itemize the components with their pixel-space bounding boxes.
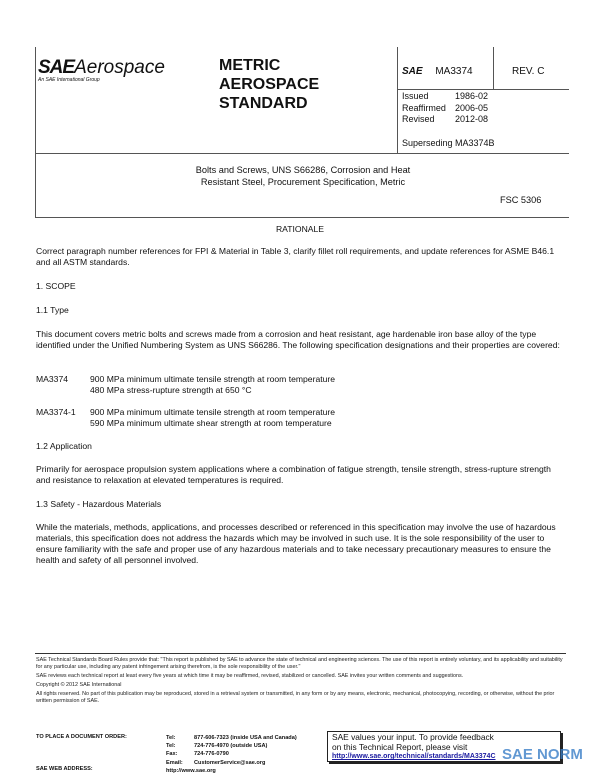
- rationale-heading: RATIONALE: [275, 224, 325, 234]
- logo-sae: SAE: [38, 57, 75, 78]
- revision: REV. C: [512, 66, 545, 77]
- document-type: [219, 56, 319, 113]
- sae-mark: SAE: [402, 66, 423, 77]
- designation-line: 900 MPa minimum ultimate tensile strength at room temperature: [90, 407, 336, 417]
- designation-line: 900 MPa minimum ultimate tensile strength at room temperature: [90, 374, 336, 384]
- date-label: Revised: [402, 114, 435, 124]
- designation-code: MA3374: [36, 374, 69, 384]
- designation: [36, 407, 335, 429]
- logo-aerospace: Aerospace: [74, 57, 165, 78]
- web-link[interactable]: http://www.sae.org: [166, 767, 216, 774]
- date-table: [402, 91, 488, 126]
- type-text: This document covers metric bolts and screws made from a corrosion and heat resistant, age hardenable iron base alloy of the type identified under the Unified Numbering System as UNS S66286. The following specification designations and their properties are covered:: [36, 329, 560, 350]
- copyright: Copyright © 2012 SAE International: [36, 682, 122, 688]
- title-line: Resistant Steel, Procurement Specification, Metric: [200, 177, 406, 187]
- watermark-logo: SAE NORM: [502, 746, 583, 763]
- superseding: Superseding MA3374B: [402, 138, 495, 148]
- doc-type-line: METRIC: [219, 57, 281, 74]
- doc-number: MA3374: [435, 66, 473, 77]
- contact-key: Email:: [166, 759, 183, 766]
- contact-value: 724-776-0790: [194, 751, 229, 758]
- order-label: TO PLACE A DOCUMENT ORDER:: [36, 734, 127, 740]
- sae-aerospace-logo: [38, 57, 165, 83]
- contact-key: Fax:: [166, 751, 178, 758]
- date-label: Issued: [402, 91, 429, 101]
- footer-paragraph: All rights reserved. No part of this publication may be reproduced, stored in a retrieval system or transmitted, in any form or by any means, electronic, mechanical, photocopying, recording, or otherwise, without the prior written permission of SAE.: [36, 691, 555, 704]
- contact-key: Tel:: [166, 743, 176, 750]
- feedback-link[interactable]: http://www.sae.org/technical/standards/MA3374C: [332, 753, 496, 761]
- date-value: 2012-08: [455, 114, 489, 124]
- logo-subtitle: An SAE International Group: [38, 77, 100, 83]
- title-line: Bolts and Screws, UNS S66286, Corrosion and Heat: [195, 165, 411, 175]
- web-label: SAE WEB ADDRESS:: [36, 766, 93, 772]
- designation: [36, 374, 335, 396]
- contact-list: [166, 734, 297, 775]
- rationale-text: Correct paragraph number references for FPI & Material in Table 3, clarify fillet roll requirements, and update references for ASME B46.1 and all ASTM standards.: [36, 246, 555, 267]
- application-text: Primarily for aerospace propulsion system applications where a combination of fatigue strength, tensile strength, stress-rupture strength and resistance to relaxation at elevated temperatures is required.: [36, 464, 551, 485]
- feedback-text: SAE values your input. To provide feedback: [332, 732, 494, 742]
- contact-value: 877-606-7323 (inside USA and Canada): [194, 735, 297, 741]
- designation-line: 590 MPa minimum ultimate shear strength at room temperature: [90, 418, 332, 428]
- section-heading: 1. SCOPE: [36, 281, 76, 291]
- section-heading: 1.1 Type: [36, 305, 69, 315]
- footer-paragraph: SAE Technical Standards Board Rules provide that: "This report is published by SAE to advance the state of technical and engineering sciences. The use of this report is entirely voluntary, and its applicability and suitability for any particular use, including any patent infringement arising therefrom, is the sole responsibility of the user.": [36, 657, 563, 670]
- designation-code: MA3374-1: [36, 407, 76, 417]
- email-link[interactable]: CustomerService@sae.org: [194, 759, 266, 766]
- safety-text: While the materials, methods, applications, and processes described or referenced in this specification may involve the use of hazardous materials, this specification does not address the hazards which may be involved in such use. It is the sole responsibility of the user to ensure familiarity with the safe and proper use of any hazardous materials and to take necessary precautionary measures to ensure the health and safety of all personnel involved.: [36, 522, 556, 565]
- doc-type-line: AEROSPACE: [219, 76, 320, 93]
- section-heading: 1.3 Safety - Hazardous Materials: [36, 499, 162, 509]
- doc-number-cell: [402, 66, 473, 77]
- date-label: Reaffirmed: [402, 102, 446, 113]
- date-value: 2006-05: [455, 102, 489, 113]
- footer-paragraph: SAE reviews each technical report at least every five years at which time it may be reaffirmed, revised, stabilized or cancelled. SAE invites your written comments and suggestions.: [36, 673, 464, 679]
- contact-key: Tel:: [166, 735, 176, 741]
- date-value: 1986-02: [455, 91, 489, 101]
- footer-notices: [36, 657, 566, 705]
- fsc-code: FSC 5306: [500, 195, 542, 205]
- designation-line: 480 MPa stress-rupture strength at 650 °C: [90, 385, 252, 395]
- feedback-text: on this Technical Report, please visit: [332, 741, 468, 752]
- contact-value: 724-776-4970 (outside USA): [194, 743, 268, 750]
- doc-type-line: STANDARD: [219, 95, 308, 112]
- document-title: [36, 164, 570, 188]
- section-heading: 1.2 Application: [36, 441, 92, 451]
